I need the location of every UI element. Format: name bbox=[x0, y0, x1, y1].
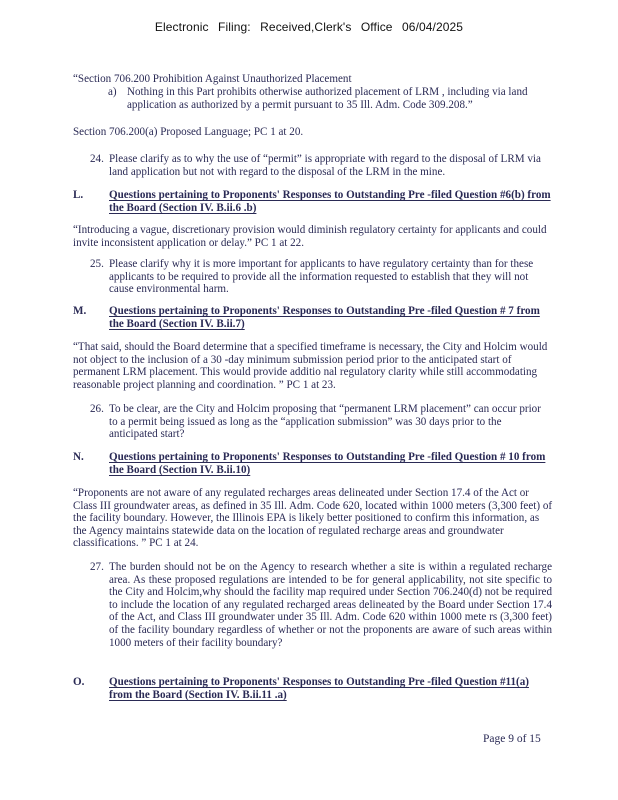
quote-regulatory-certainty: “Introducing a vague, discretionary provision would diminish regulatory certainty for applicants and could invite inconsistent application or delay.” PC 1 at 22. bbox=[73, 224, 547, 249]
section-letter: M. bbox=[73, 305, 87, 317]
question-24 bbox=[90, 153, 552, 178]
section-letter: O. bbox=[73, 676, 85, 688]
question-text: Please clarify as to why the use of “permit” is appropriate with regard to the disposal of LRM via land application but not with regard to the disposal of the LRM in the mine. bbox=[109, 153, 541, 178]
section-letter: L. bbox=[73, 189, 84, 201]
quote-recharge-areas: “Proponents are not aware of any regulated recharges areas delineated under Section 17.4 of the Act or Class III groundwater areas, as defined in 35 Ill. Adm. Code 620, located within 1000 meters (3,300 feet) of the facility boundary. However, the Illinois EPA is likely better positioned to confirm this information, as the Agency maintains statewide data on the location of regulated recharge areas and groundwater classifications. ” PC 1 at 24. bbox=[73, 487, 553, 550]
citation-706-200a: Section 706.200(a) Proposed Language; PC 1 at 20. bbox=[73, 126, 304, 138]
question-26 bbox=[90, 403, 552, 441]
question-number: 27. bbox=[90, 561, 104, 573]
question-number: 24. bbox=[90, 153, 104, 165]
section-heading-o bbox=[73, 676, 553, 702]
section-heading-m bbox=[73, 305, 553, 331]
question-text: To be clear, are the City and Holcim proposing that “permanent LRM placement” can occur prior to a permit being issued as long as the “application submission” was 30 days prior to the anticipated start? bbox=[109, 403, 541, 441]
question-27 bbox=[90, 561, 552, 649]
section-title: Questions pertaining to Proponents' Responses to Outstanding Pre -filed Question # 7 from the Board (Section IV. B.ii.7) bbox=[109, 305, 540, 330]
section-title: Questions pertaining to Proponents' Responses to Outstanding Pre -filed Question # 10 from the Board (Section IV. B.ii.10) bbox=[109, 451, 546, 476]
question-number: 26. bbox=[90, 403, 104, 415]
section-heading-l bbox=[73, 189, 553, 215]
quote-section-706-200 bbox=[73, 73, 553, 86]
section-title: Questions pertaining to Proponents' Responses to Outstanding Pre -filed Question #6(b) from the Board (Section IV. B.ii.6 .b) bbox=[109, 189, 551, 214]
question-text: Please clarify why it is more important for applicants to have regulatory certainty than for these applicants to be required to provide all the information requested to establish that they will not cause environmental harm. bbox=[109, 258, 534, 296]
section-letter: N. bbox=[73, 451, 84, 463]
quote-timeframe: “That said, should the Board determine that a specified timeframe is necessary, the City and Holcim would not object to the inclusion of a 30 -day minimum submission period prior to the anticipated start of permanent LRM placement. This would provide additio nal regulatory clarity while still accommodating reasonable project planning and coordination. ” PC 1 at 23. bbox=[73, 341, 548, 391]
subitem-label: a) bbox=[108, 86, 117, 98]
question-number: 25. bbox=[90, 258, 104, 270]
quote-subitem-a bbox=[108, 86, 548, 111]
section-title: Questions pertaining to Proponents' Responses to Outstanding Pre -filed Question #11(a) from the Board (Section IV. B.ii.11 .a) bbox=[109, 676, 529, 701]
filing-stamp: Electronic Filing: Received,Clerk's Office 06/04/2025 bbox=[154, 20, 464, 34]
question-text: The burden should not be on the Agency to research whether a site is within a regulated recharge area. As these proposed regulations are intended to be for general applicability, not site specific to the City and Holcim,why should the facility map required under Section 706.240(d) not be required to include the location of any regulated recharged areas delineated by the Board under Section 17.4 of the Act, and Class III groundwater under 35 Ill. Adm. Code 620 within 1000 mete rs (3,300 feet) of the facility boundary regardless of whether or not the proponents are aware of such areas within 1000 meters of their facility boundary? bbox=[109, 561, 552, 649]
subitem-text: Nothing in this Part prohibits otherwise authorized placement of LRM , including via land application as authorized by a permit pursuant to 35 Ill. Adm. Code 309.208.” bbox=[127, 86, 528, 111]
question-25 bbox=[90, 258, 552, 296]
quote-heading: “Section 706.200 Prohibition Against Unauthorized Placement bbox=[73, 73, 352, 85]
section-heading-n bbox=[73, 451, 553, 477]
page-number: Page 9 of 15 bbox=[483, 733, 541, 745]
